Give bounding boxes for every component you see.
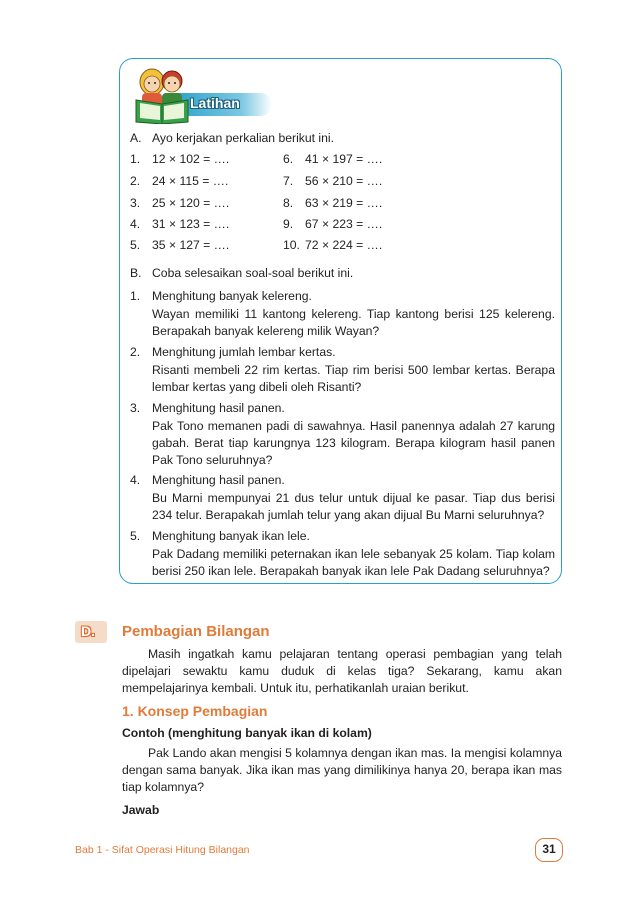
- exercise-question: 35 × 127 = ….: [152, 238, 230, 252]
- problem-body: Pak Tono memanen padi di sawahnya. Hasil panennya adalah 27 karung gabah. Berat tiap karungnya 123 kilogram. Berapa kilogram hasil panen Pak Tono seluruhnya?: [152, 419, 555, 467]
- exercise-number: 9.: [283, 217, 294, 231]
- page-number: 31: [535, 838, 563, 862]
- section-title: Pembagian Bilangan: [122, 623, 270, 640]
- latihan-header: [132, 66, 282, 126]
- footer-chapter: Bab 1 - Sifat Operasi Hitung Bilangan: [75, 844, 250, 856]
- exercise-number: 10.: [283, 238, 300, 252]
- exercise-question: 41 × 197 = ….: [305, 152, 383, 166]
- example-body: Pak Lando akan mengisi 5 kolamnya dengan ikan mas. Ia mengisi kolamnya dengan sama banyak. Jika ikan mas yang dimilikinya hanya 20, berapa ikan mas tiap kolamnya?: [122, 746, 562, 794]
- section-letter: D.: [81, 623, 95, 639]
- problem-number: 3.: [130, 401, 141, 415]
- example-title: Contoh (menghitung banyak ikan di kolam): [122, 726, 372, 740]
- subsection-title: 1. Konsep Pembagian: [122, 703, 268, 719]
- exercise-number: 2.: [130, 174, 141, 188]
- problem-body: Pak Dadang memiliki peternakan ikan lele sebanyak 25 kolam. Tiap kolam berisi 250 ikan lele. Berapakah banyak ikan lele Pak Dadang seluruhnya?: [152, 547, 555, 578]
- problem-title: Menghitung hasil panen.: [152, 401, 285, 415]
- problem-number: 5.: [130, 529, 141, 543]
- problem-body: Risanti membeli 22 rim kertas. Tiap rim berisi 500 lembar kertas. Berapa lembar kertas yang dibeli oleh Risanti?: [152, 363, 555, 394]
- problem-title: Menghitung banyak ikan lele.: [152, 529, 310, 543]
- problem-number: 1.: [130, 289, 141, 303]
- exercise-question: 56 × 210 = ….: [305, 174, 383, 188]
- part-b-letter: B.: [130, 266, 142, 280]
- exercise-number: 7.: [283, 174, 294, 188]
- problem-title: Menghitung banyak kelereng.: [152, 289, 312, 303]
- exercise-number: 1.: [130, 152, 141, 166]
- problem-title: Menghitung hasil panen.: [152, 473, 285, 487]
- children-reading-icon: [132, 66, 192, 124]
- part-b-instruction: Coba selesaikan soal-soal berikut ini.: [152, 266, 354, 280]
- problem-title: Menghitung jumlah lembar kertas.: [152, 345, 336, 359]
- problem-number: 2.: [130, 345, 141, 359]
- exercise-question: 63 × 219 = ….: [305, 196, 383, 210]
- exercise-number: 8.: [283, 196, 294, 210]
- exercise-number: 5.: [130, 238, 141, 252]
- exercise-question: 25 × 120 = ….: [152, 196, 230, 210]
- exercise-question: 12 × 102 = ….: [152, 152, 230, 166]
- section-intro: Masih ingatkah kamu pelajaran tentang operasi pembagian yang telah dipelajari sewaktu kamu duduk di kelas tiga? Sekarang, kamu akan mempelajarinya kembali. Untuk itu, perhatikanlah uraian berikut.: [122, 647, 562, 695]
- exercise-question: 67 × 223 = ….: [305, 217, 383, 231]
- exercise-question: 31 × 123 = ….: [152, 217, 230, 231]
- exercise-number: 3.: [130, 196, 141, 210]
- part-a-instruction: Ayo kerjakan perkalian berikut ini.: [152, 131, 335, 145]
- exercise-question: 72 × 224 = ….: [305, 238, 383, 252]
- exercise-number: 4.: [130, 217, 141, 231]
- exercise-question: 24 × 115 = ….: [152, 174, 229, 188]
- problem-number: 4.: [130, 473, 141, 487]
- problem-body: Wayan memiliki 11 kantong kelereng. Tiap kantong berisi 125 kelereng. Berapakah banyak kelereng milik Wayan?: [152, 307, 555, 338]
- latihan-title: Latihan: [190, 95, 240, 111]
- part-a-letter: A.: [130, 131, 142, 145]
- problem-body: Bu Marni mempunyai 21 dus telur untuk dijual ke pasar. Tiap dus berisi 234 telur. Berapakah jumlah telur yang akan dijual Bu Marni seluruhnya?: [152, 491, 555, 522]
- exercise-number: 6.: [283, 152, 294, 166]
- answer-label: Jawab: [122, 803, 160, 817]
